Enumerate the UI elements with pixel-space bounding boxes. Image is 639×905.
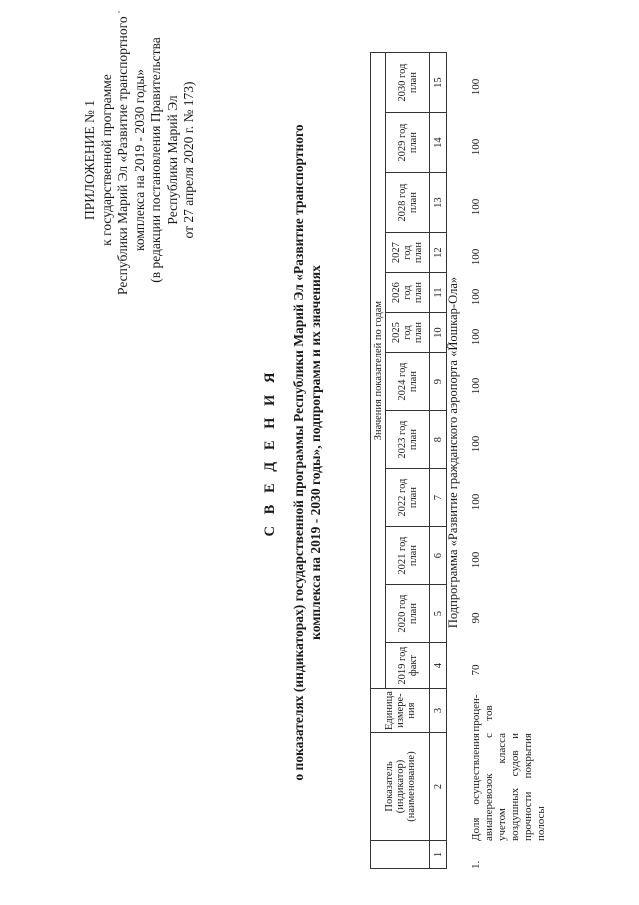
row-value-2025: 100 <box>470 328 482 346</box>
row-value-2030: 100 <box>470 78 482 96</box>
column-number: 15 <box>430 53 447 113</box>
header-values-group: Значения показателей по годам <box>371 53 386 689</box>
column-number: 5 <box>430 585 447 643</box>
column-number: 7 <box>430 469 447 527</box>
row-value-2020: 90 <box>470 612 482 624</box>
header-year: 2028 год план <box>386 173 430 233</box>
row-indicator-name: Доля осуществления авиаперевозок с учетом класса воздушных судов и прочности покрытия полосы <box>470 733 547 841</box>
row-index: 1. <box>470 860 482 869</box>
appendix-line: к государственной программе <box>98 74 114 246</box>
column-number: 3 <box>430 689 447 733</box>
row-value-2026: 100 <box>470 288 482 306</box>
indicators-table <box>370 52 447 869</box>
header-empty <box>371 841 430 869</box>
appendix-line: ПРИЛОЖЕНИЕ № 1 <box>82 99 97 221</box>
header-year: 2027 год план <box>386 233 430 273</box>
table-row <box>470 39 580 869</box>
header-year: 2023 год план <box>386 411 430 469</box>
document-title: С В Е Д Е Н И Я <box>262 368 278 537</box>
row-value-2029: 100 <box>470 138 482 156</box>
scan-speck <box>118 11 120 13</box>
header-year: 2029 год план <box>386 113 430 173</box>
appendix-line: Республики Марий Эл «Развитие транспортного <box>115 16 130 295</box>
column-number: 11 <box>430 273 447 313</box>
column-number: 4 <box>430 643 447 689</box>
subtitle-line-1: о показателях (индикаторах) государственной программы Республики Марий Эл «Развитие транспортного <box>291 124 306 781</box>
column-number: 12 <box>430 233 447 273</box>
appendix-line: (в редакции постановления Правительства <box>148 37 163 283</box>
header-indicator: Показатель (индикатор) (наименование) <box>371 733 430 841</box>
header-year: 2025 год план <box>386 313 430 353</box>
row-unit: процен-тов <box>470 694 495 732</box>
column-number: 1 <box>430 841 447 869</box>
header-year: 2021 год план <box>386 527 430 585</box>
row-value-2019: 70 <box>470 664 482 676</box>
column-number: 14 <box>430 113 447 173</box>
header-year: 2026 год план <box>386 273 430 313</box>
column-number: 13 <box>430 173 447 233</box>
header-year: 2019 год факт <box>386 643 430 689</box>
column-number: 6 <box>430 527 447 585</box>
column-number: 8 <box>430 411 447 469</box>
row-value-2027: 100 <box>470 248 482 266</box>
subprogram-title: Подпрограмма «Развитие гражданского аэропорта «Йошкар-Ола» <box>446 276 460 629</box>
header-year: 2020 год план <box>386 585 430 643</box>
appendix-line: комплекса на 2019 - 2030 годы» <box>131 68 147 252</box>
header-unit: Единица измере-ния <box>371 689 430 733</box>
subtitle-line-2: комплекса на 2019 - 2030 годы», подпрограмм и их значениях <box>308 265 323 640</box>
column-number: 10 <box>430 313 447 353</box>
appendix-block <box>82 16 198 295</box>
appendix-line: Республики Марий Эл <box>164 95 180 225</box>
row-value-2024: 100 <box>470 377 482 395</box>
row-value-2028: 100 <box>470 198 482 216</box>
column-number: 9 <box>430 353 447 411</box>
header-year: 2030 год план <box>386 53 430 113</box>
header-year: 2024 год план <box>386 353 430 411</box>
header-year: 2022 год план <box>386 469 430 527</box>
appendix-line: от 27 апреля 2020 г. № 173) <box>181 81 196 239</box>
row-value-2022: 100 <box>470 493 482 511</box>
row-value-2021: 100 <box>470 551 482 569</box>
column-number: 2 <box>430 733 447 841</box>
row-value-2023: 100 <box>470 435 482 453</box>
document-subtitle <box>290 0 324 905</box>
